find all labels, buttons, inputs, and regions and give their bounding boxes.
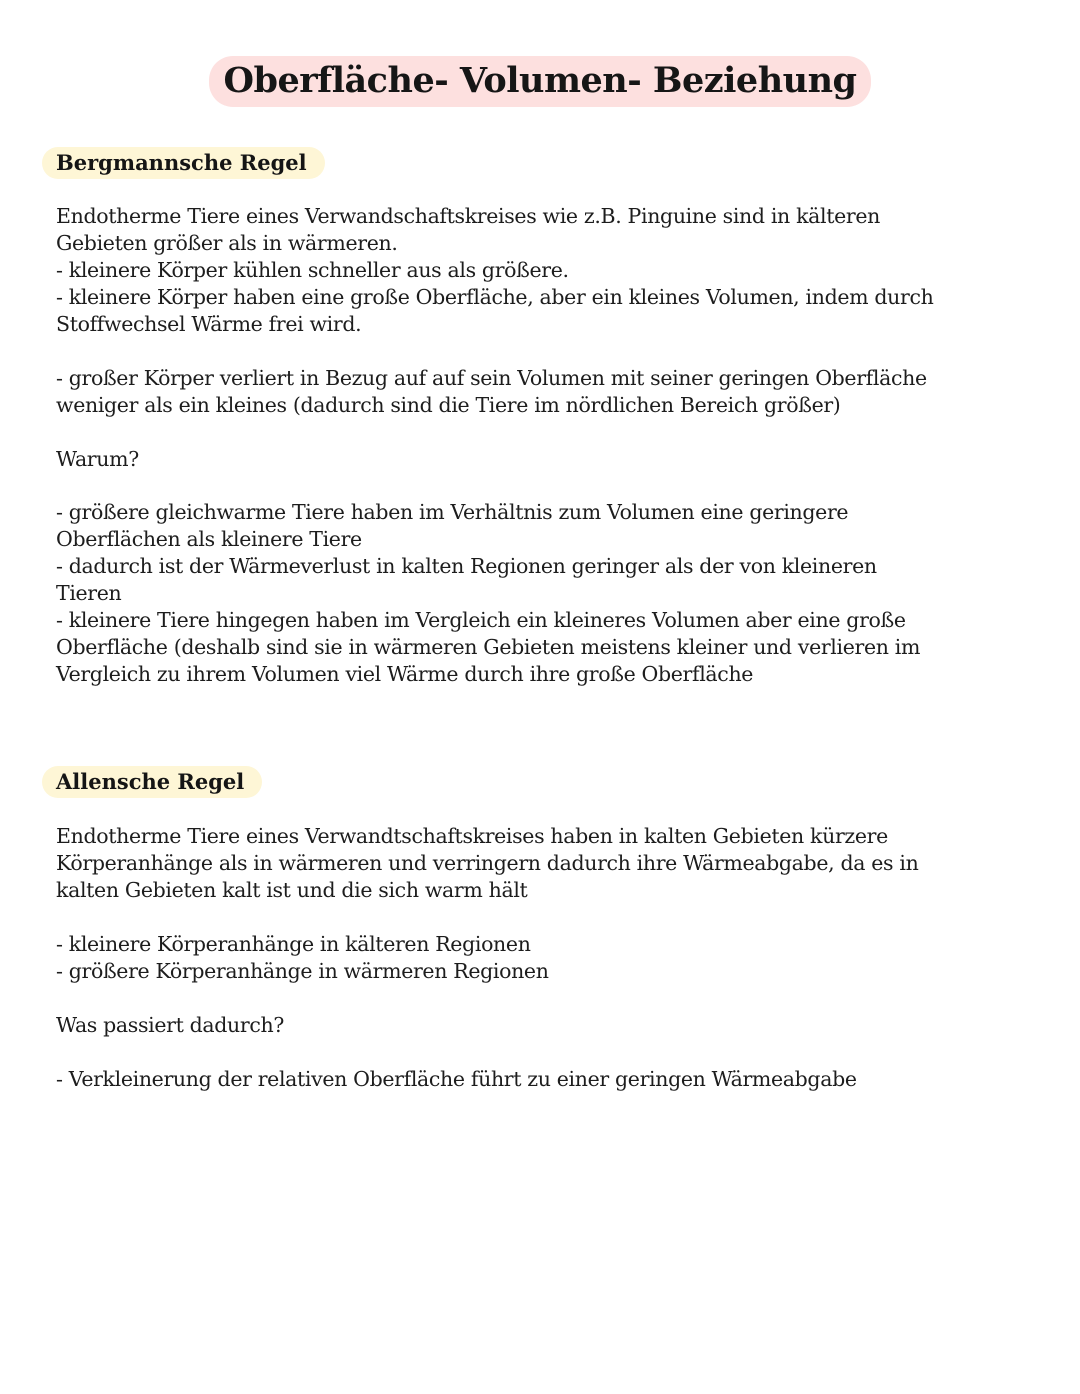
text-line: Oberflächen als kleinere Tiere	[56, 527, 362, 551]
section-heading-allen: Allensche Regel	[42, 766, 262, 798]
text-line: Gebieten größer als in wärmeren.	[56, 231, 398, 255]
text-line: Oberfläche (deshalb sind sie in wärmeren Gebieten meistens kleiner und verlieren im	[56, 635, 921, 659]
text-line: - größere gleichwarme Tiere haben im Verhältnis zum Volumen eine geringere	[56, 500, 849, 524]
text-line: Körperanhänge als in wärmeren und verringern dadurch ihre Wärmeabgabe, da es in	[56, 851, 919, 875]
paragraph	[56, 499, 1041, 688]
paragraph	[56, 823, 1041, 904]
section-heading-bergmann: Bergmannsche Regel	[42, 147, 325, 179]
text-line: Warum?	[56, 447, 139, 471]
question-text	[56, 1012, 1041, 1039]
text-line: weniger als ein kleines (dadurch sind die Tiere im nördlichen Bereich größer)	[56, 393, 841, 417]
page-title: Oberfläche- Volumen- Beziehung	[209, 56, 870, 107]
text-line: - kleinere Tiere hingegen haben im Vergleich ein kleineres Volumen aber eine große	[56, 608, 906, 632]
text-line: Was passiert dadurch?	[56, 1013, 284, 1037]
paragraph	[56, 365, 1041, 419]
text-line: kalten Gebieten kalt ist und die sich warm hält	[56, 878, 528, 902]
text-line: Endotherme Tiere eines Verwandschaftskreises wie z.B. Pinguine sind in kälteren	[56, 204, 880, 228]
text-line: Tieren	[56, 581, 122, 605]
text-line: Vergleich zu ihrem Volumen viel Wärme durch ihre große Oberfläche	[56, 662, 754, 686]
paragraph	[56, 1066, 1041, 1093]
paragraph	[56, 931, 1041, 985]
question-text	[56, 446, 1041, 473]
text-line: - kleinere Körperanhänge in kälteren Regionen	[56, 932, 531, 956]
text-line: - größere Körperanhänge in wärmeren Regionen	[56, 959, 549, 983]
text-line: - kleinere Körper haben eine große Oberfläche, aber ein kleines Volumen, indem durch	[56, 285, 934, 309]
text-line: - dadurch ist der Wärmeverlust in kalten Regionen geringer als der von kleineren	[56, 554, 877, 578]
text-line: - Verkleinerung der relativen Oberfläche führt zu einer geringen Wärmeabgabe	[56, 1067, 857, 1091]
title-container	[0, 56, 1080, 107]
text-line: Stoffwechsel Wärme frei wird.	[56, 312, 362, 336]
paragraph	[56, 203, 1041, 338]
text-line: Endotherme Tiere eines Verwandtschaftskreises haben in kalten Gebieten kürzere	[56, 824, 888, 848]
text-line: - großer Körper verliert in Bezug auf auf sein Volumen mit seiner geringen Oberfläche	[56, 366, 927, 390]
text-line: - kleinere Körper kühlen schneller aus als größere.	[56, 258, 569, 282]
